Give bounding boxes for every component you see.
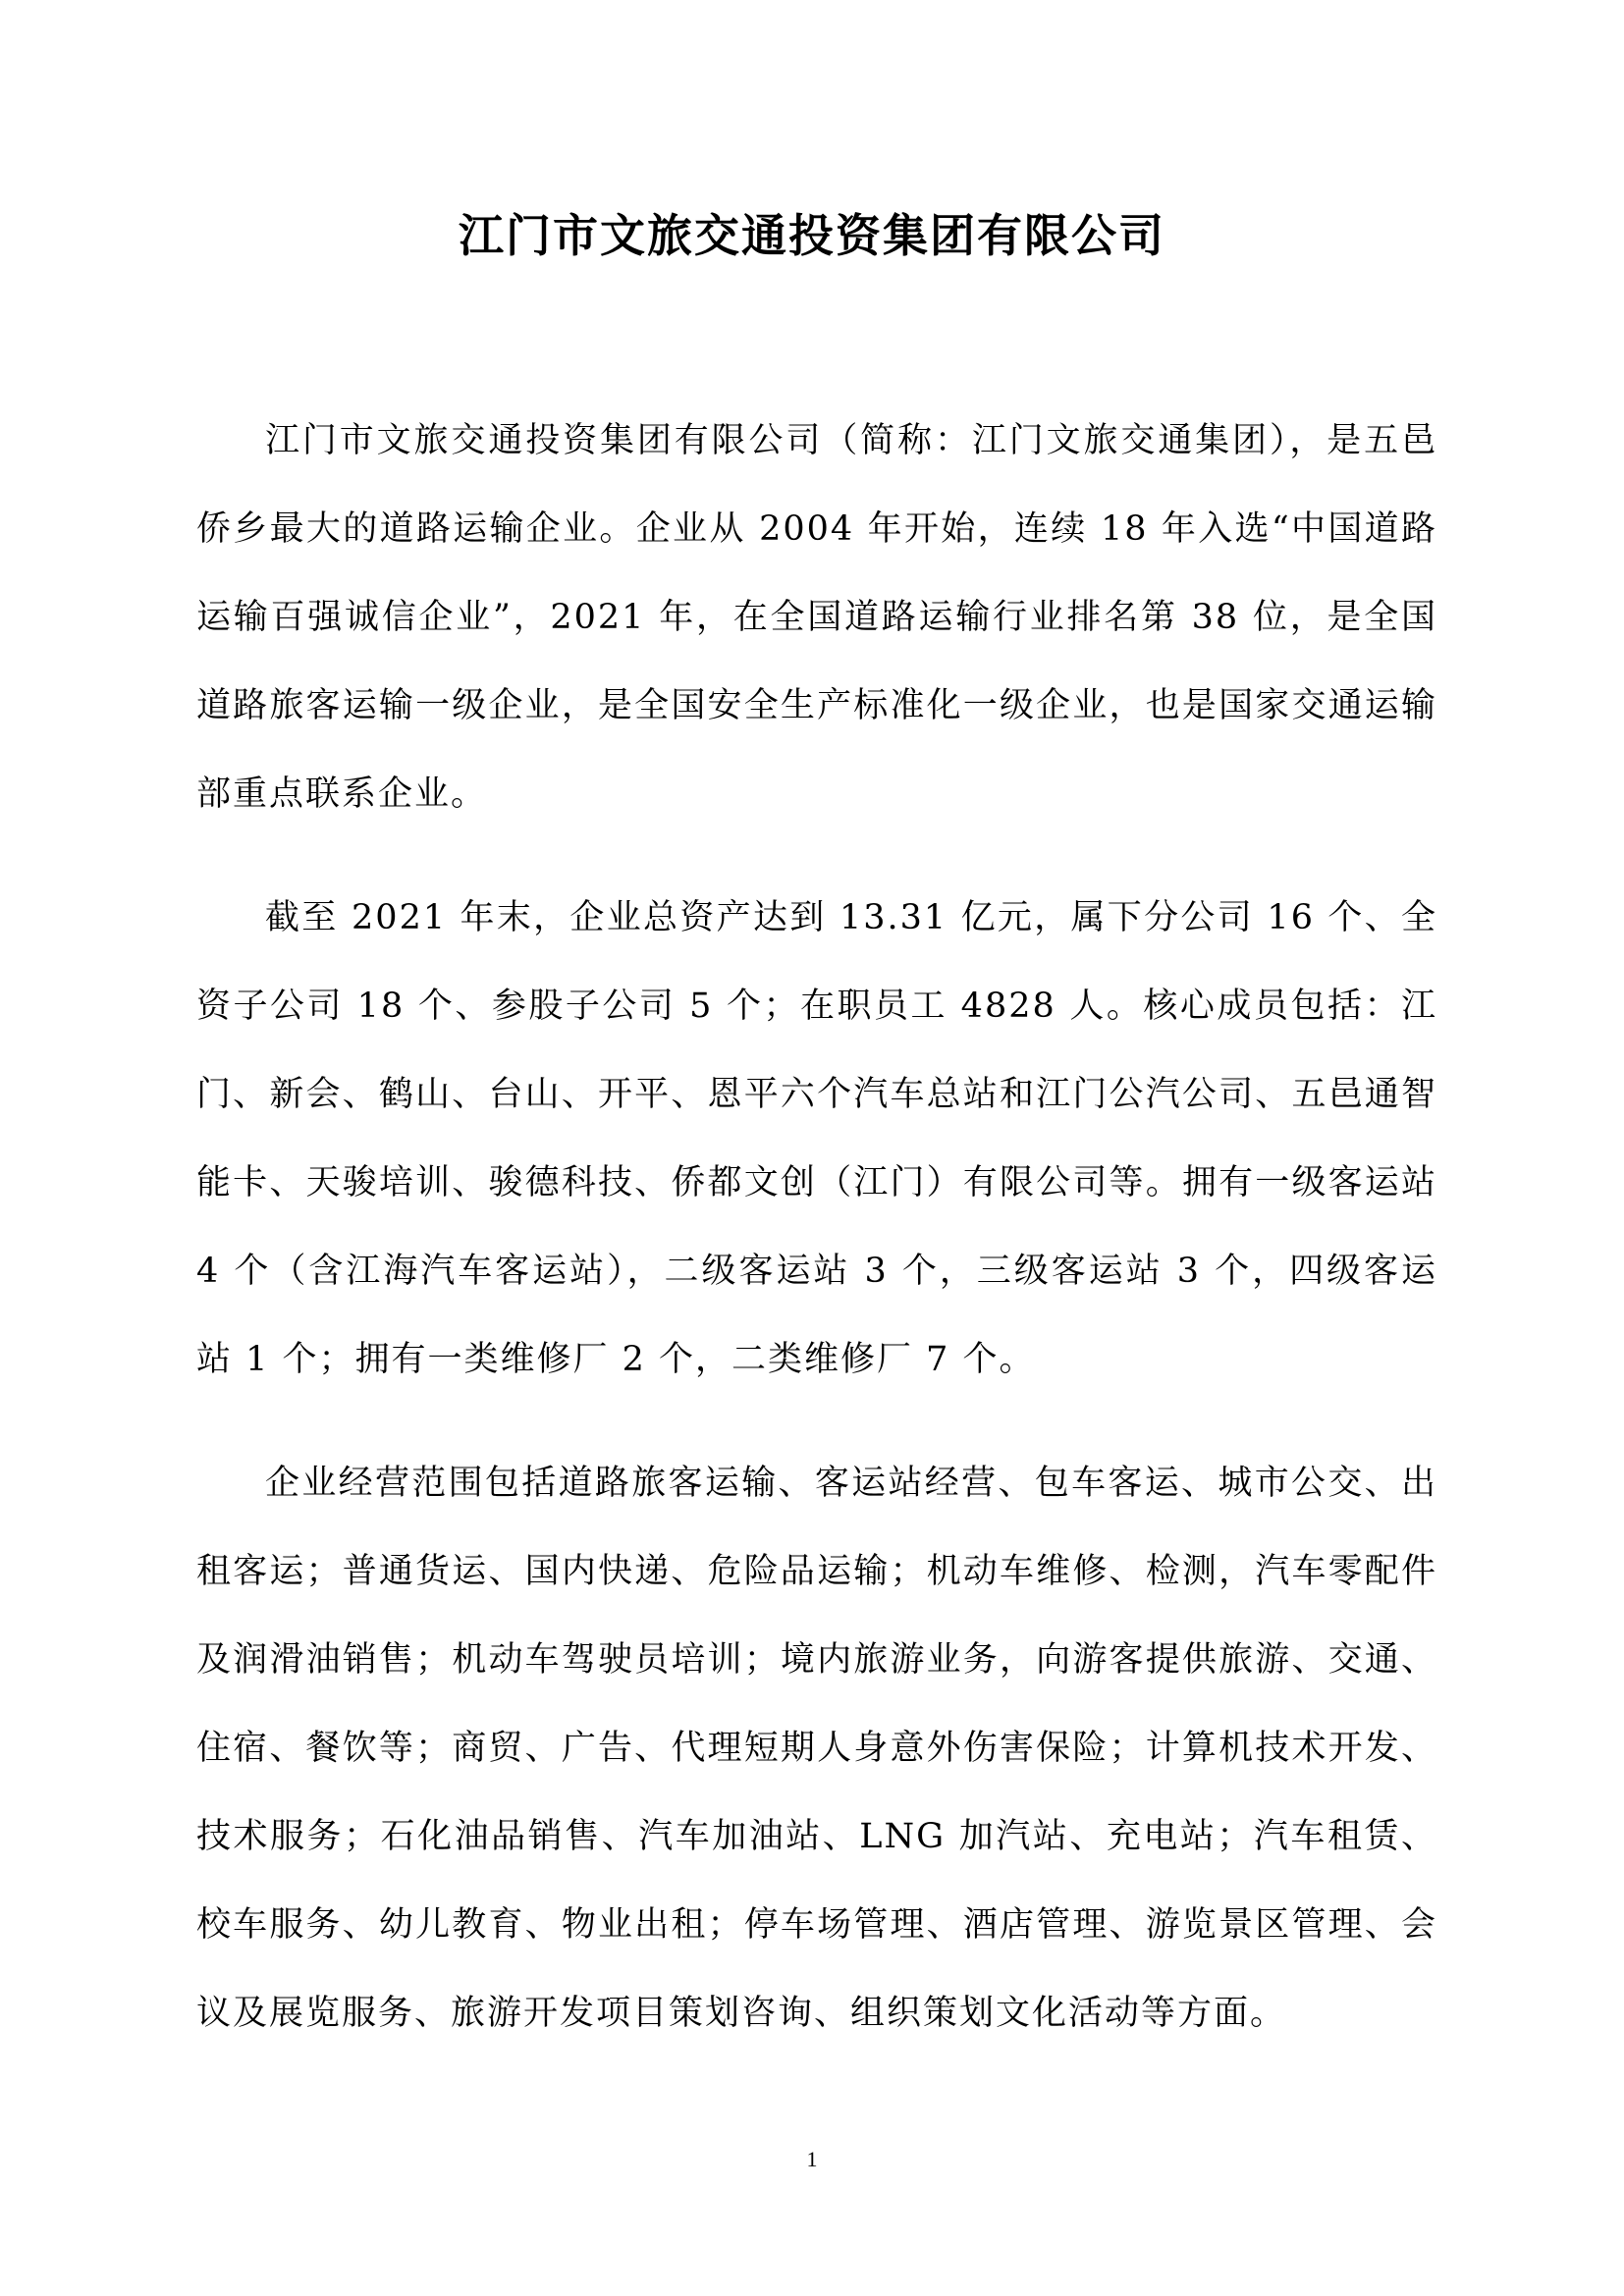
page-number: 1 [806, 2147, 818, 2171]
document-body [196, 397, 1437, 2093]
document-title: 江门市文旅交通投资集团有限公司 [459, 209, 1165, 262]
paragraph-company-overview: 江门市文旅交通投资集团有限公司（简称：江门文旅交通集团），是五邑侨乡最大的道路运输企业。企业从 2004 年开始，连续 18 年入选“中国道路运输百强诚信企业”，2021 年，在全国道路运输行业排名第 38 位，是全国道路旅客运输一级企业，是全国安全生产标准化一级企业，也是国家交通运输部重点联系企业。 [196, 421, 1437, 814]
paragraph-assets-and-members: 截至 2021 年末，企业总资产达到 13.31 亿元，属下分公司 16 个、全资子公司 18 个、参股子公司 5 个；在职员工 4828 人。核心成员包括：江门、新会、鹤山、台山、开平、恩平六个汽车总站和江门公汽公司、五邑通智能卡、天骏培训、骏德科技、侨都文创（江门）有限公司等。拥有一级客运站 4 个（含江海汽车客运站），二级客运站 3 个，三级客运站 3 个，四级客运站 1 个；拥有一类维修厂 2 个，二类维修厂 7 个。 [196, 898, 1437, 1379]
paragraph-business-scope: 企业经营范围包括道路旅客运输、客运站经营、包车客运、城市公交、出租客运；普通货运、国内快递、危险品运输；机动车维修、检测，汽车零配件及润滑油销售；机动车驾驶员培训；境内旅游业务，向游客提供旅游、交通、住宿、餐饮等；商贸、广告、代理短期人身意外伤害保险；计算机技术开发、技术服务；石化油品销售、汽车加油站、LNG 加汽站、充电站；汽车租赁、校车服务、幼儿教育、物业出租；停车场管理、酒店管理、游览景区管理、会议及展览服务、旅游开发项目策划咨询、组织策划文化活动等方面。 [196, 1464, 1437, 2033]
